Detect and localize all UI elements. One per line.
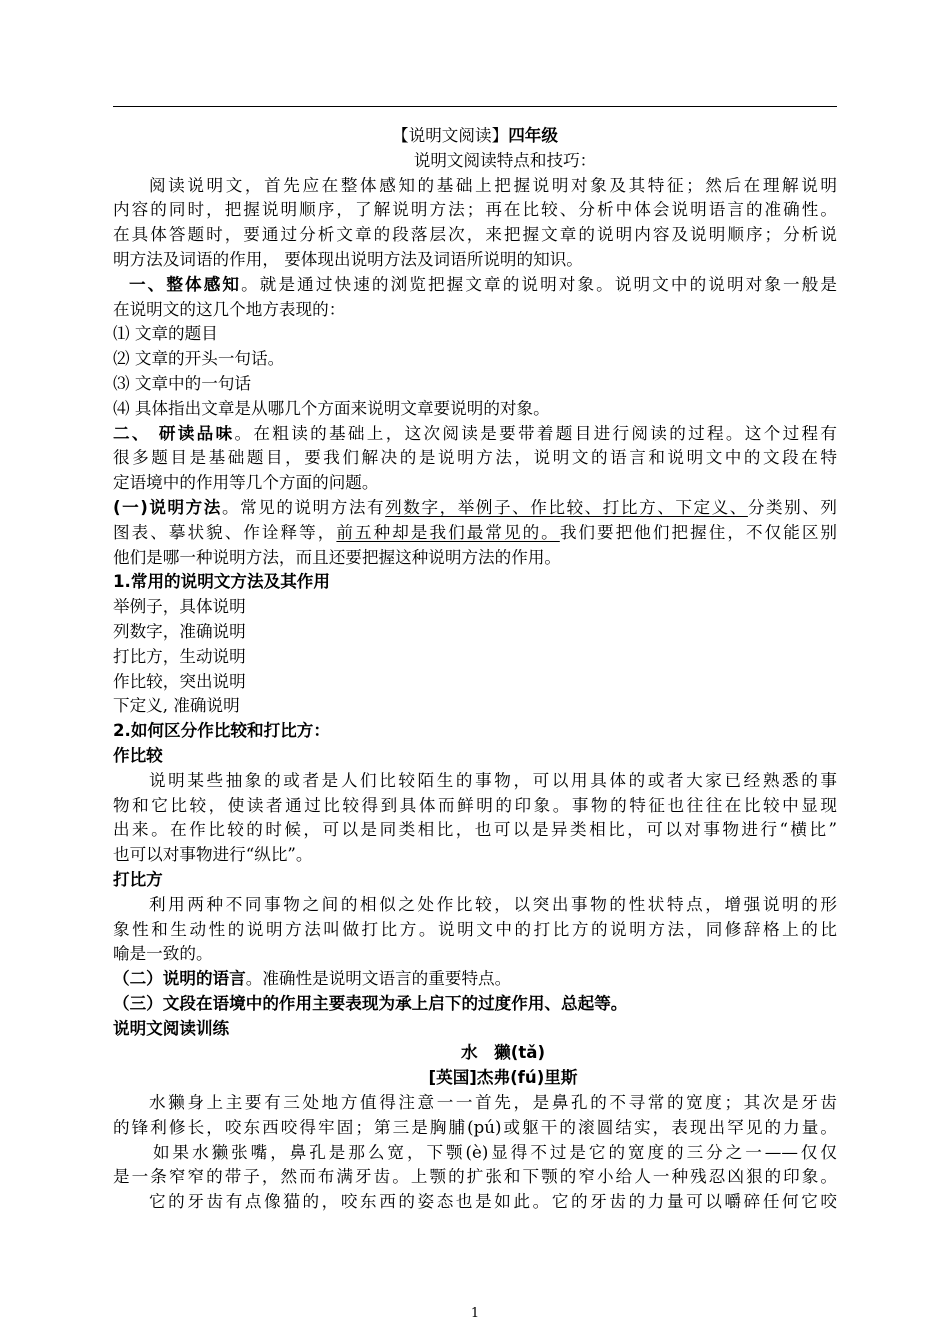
doc-subtitle: 说明文阅读特点和技巧： [413,150,597,170]
section-3-text: 分类别、列 [747,497,837,517]
section-3-line [113,496,837,521]
compare-line: 说明某些抽象的或者是人们比较陌生的事物，可以用具体的或者大家已经熟悉的事 [149,770,837,790]
doc-title-grade: 四年级 [508,126,558,145]
section-3-line: 他们是哪一种说明方法，而且还要把握这种说明方法的作用。 [113,547,562,567]
article-title: 水 獭(tǎ) [460,1043,546,1063]
method-item: 下定义, 准确说明 [113,696,240,716]
intro-line: 明方法及词语的作用， 要体现出说明方法及词语所说明的知识。 [113,249,583,269]
compare-heading: 作比较 [113,745,163,765]
list-item: ⑷ 具体指出文章是从哪几个方面来说明文章要说明的对象。 [113,398,550,418]
doc-title-bracket: 【说明文阅读】 [392,126,509,145]
header-rule [113,106,837,107]
underlined-text: 前五种却是我们最常见的。 [336,522,560,542]
section-4-heading: （二）说明的语言 [113,969,246,989]
document-body [113,124,837,1215]
section-1-text: 。就是通过快速的浏览把握文章的说明对象。说明文中的说明对象一般是 [241,274,837,294]
article-line: 水獭身上主要有三处地方值得注意一一首先，是鼻孔的不寻常的宽度；其次是牙齿 [149,1093,837,1113]
section-3-line [113,521,837,546]
compare-line: 物和它比较，使读者通过比较得到具体而鲜明的印象。事物的特征也往往在比较中显现 [113,795,837,815]
section-3-heading: (一)说明方法 [113,497,222,517]
intro-line: 阅读说明文，首先应在整体感知的基础上把握说明对象及其特征；然后在理解说明 [149,175,837,195]
list-item: ⑴ 文章的题目 [113,324,218,344]
intro-line: 在具体答题时，要通过分析文章的段落层次，来把握文章的说明内容及说明顺序；分析说 [113,225,837,245]
page-number: 1 [470,1306,480,1321]
method-item: 列数字，准确说明 [113,621,246,641]
section-2-text: 。在粗读的基础上，这次阅读是要带着题目进行阅读的过程。这个过程有 [234,423,837,443]
underlined-text: 列数字，举例子、作比较、打比方、下定义、 [385,497,748,517]
doc-title [113,124,837,149]
analogy-line: 象性和生动性的说明方法叫做打比方。说明文中的打比方的说明方法，同修辞格上的比 [113,919,837,939]
article-author: [英国]杰弗(fú)里斯 [428,1068,578,1088]
section-2-line [113,422,837,447]
compare-line: 出来。在作比较的时候，可以是同类相比，也可以是异类相比，可以对事物进行“横比” [113,820,837,840]
compare-line: 也可以对事物进行“纵比”。 [113,845,313,865]
section-1-heading: 一、整体感知 [129,274,242,294]
method-item: 打比方，生动说明 [113,646,246,666]
section-5-line: （三）文段在语境中的作用主要表现为承上启下的过度作用、总起等。 [113,993,628,1013]
analogy-heading: 打比方 [113,869,163,889]
article-line: 是一条窄窄的带子，然而布满牙齿。上颚的扩张和下颚的窄小给人一种残忍凶狠的印象。 [113,1167,837,1187]
section-1-line: 在说明文的这几个地方表现的： [113,299,346,319]
article-line: 如果水獭张嘴，鼻孔是那么宽，下颚(è)显得不过是它的宽度的三分之一——仅仅 [153,1142,837,1162]
section-1-line [113,273,837,298]
methods-heading: 1.常用的说明文方法及其作用 [113,572,330,592]
method-item: 举例子，具体说明 [113,597,246,617]
list-item: ⑵ 文章的开头一句话。 [113,349,285,369]
section-2-heading: 二、 研读品味 [113,423,235,443]
section-3-text: 我们要把他们把握住，不仅能区别 [559,522,837,542]
section-4-line [113,967,837,992]
list-item: ⑶ 文章中的一句话 [113,373,252,393]
section-3-text: 。常见的说明方法有 [221,497,386,517]
section-4-text: 。准确性是说明文语言的重要特点。 [245,969,512,989]
section-3-text: 图表、摹状貌、作诠释等， [113,522,337,542]
training-heading: 说明文阅读训练 [113,1018,230,1038]
article-line: 的锋利修长，咬东西咬得牢固；第三是胸脯(pú)或躯干的滚圆结实，表现出罕见的力量。 [113,1117,837,1137]
intro-line: 内容的同时，把握说明顺序，了解说明方法；再在比较、分析中体会说明语言的准确性。 [113,200,837,220]
method-item: 作比较，突出说明 [113,671,246,691]
distinguish-heading: 2.如何区分作比较和打比方： [113,721,330,741]
analogy-line: 利用两种不同事物之间的相似之处作比较，以突出事物的性状特点，增强说明的形 [149,894,837,914]
section-2-line: 很多题目是基础题目，要我们解决的是说明方法，说明文的语言和说明文中的文段在特 [113,448,837,468]
analogy-line: 喻是一致的。 [113,944,213,964]
section-2-line: 定语境中的作用等几个方面的问题。 [113,473,379,493]
article-line: 它的牙齿有点像猫的，咬东西的姿态也是如此。它的牙齿的力量可以嚼碎任何它咬 [149,1192,837,1212]
